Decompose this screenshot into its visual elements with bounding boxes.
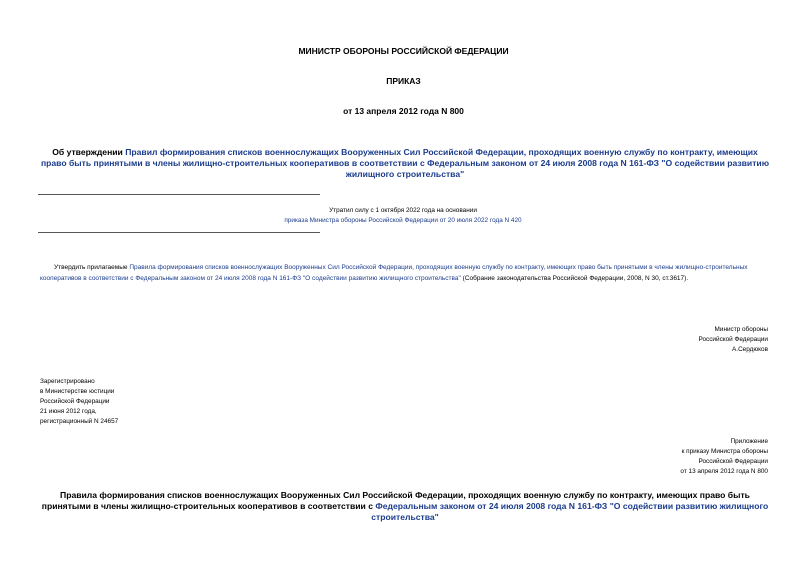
body-suffix: (Собрание законодательства Российской Федерации, 2008, N 30, ст.3617). xyxy=(460,274,689,282)
body-paragraph xyxy=(40,263,770,284)
registration-line-2: в Министерстве юстиции xyxy=(40,388,115,395)
document-title xyxy=(40,147,770,180)
signature-country: Российской Федерации xyxy=(698,336,768,343)
status-divider-top xyxy=(38,194,320,195)
status-order-link[interactable]: приказа Министра обороны Российской Федерации от 20 июля 2022 года N 420 xyxy=(284,217,522,224)
title-prefix: Об утверждении xyxy=(52,147,126,157)
appendix-line-1: Приложение xyxy=(730,438,768,445)
signature-block xyxy=(520,325,768,355)
registration-line-4: 21 июня 2012 года, xyxy=(40,408,97,415)
appendix-block xyxy=(520,437,768,477)
appendix-line-2: к приказу Министра обороны xyxy=(681,448,768,455)
appendix-line-3: Российской Федерации xyxy=(698,458,768,465)
registration-line-3: Российской Федерации xyxy=(40,398,110,405)
date-number-heading: от 13 апреля 2012 года N 800 xyxy=(343,106,464,116)
signature-name: А.Сердюков xyxy=(732,346,768,353)
rules-title xyxy=(40,490,770,523)
rules-title-law-link[interactable]: Федеральным законом от 24 июля 2008 года N 161-ФЗ "О содействии развитию жилищного строительства" xyxy=(371,501,769,522)
status-divider-bottom xyxy=(38,232,320,233)
status-block xyxy=(250,206,556,226)
body-prefix: Утвердить прилагаемые xyxy=(54,264,130,271)
registration-block xyxy=(40,377,280,427)
rules-title-prefix: Правила формирования списков военнослужащих Вооруженных Сил Российской Федерации, проходящих военную службу по контракту, имеющих право быть принятыми в члены жилищно-строительных кооперативов в соответствии с xyxy=(41,490,750,511)
title-rules-link[interactable]: Правил формирования списков военнослужащих Вооруженных Сил Российской Федерации, проходящих военную службу по контракту, имеющих право быть принятыми в члены жилищно-строительных кооперативов в соответствии с Федеральным законом от 24 июля 2008 года N 161-ФЗ "О содействии развитию жилищного строительства" xyxy=(40,147,770,179)
appendix-line-4: от 13 апреля 2012 года N 800 xyxy=(680,468,768,475)
status-text: Утратил силу с 1 октября 2022 года на основании xyxy=(329,207,477,214)
body-rules-link[interactable]: Правила формирования списков военнослужащих Вооруженных Сил Российской Федерации, проходящих военную службу по контракту, имеющих право быть принятыми в члены жилищно-строительных кооперативов в соответствии с Федеральным законом от 24 июля 2008 года N 161-ФЗ "О содействии развитию жилищного строительства" xyxy=(40,264,748,282)
registration-line-5: регистрационный N 24657 xyxy=(40,418,119,425)
signature-position: Министр обороны xyxy=(714,326,768,333)
doc-type-heading: ПРИКАЗ xyxy=(386,76,421,86)
registration-line-1: Зарегистрировано xyxy=(40,378,95,385)
ministry-heading: МИНИСТР ОБОРОНЫ РОССИЙСКОЙ ФЕДЕРАЦИИ xyxy=(298,46,509,56)
